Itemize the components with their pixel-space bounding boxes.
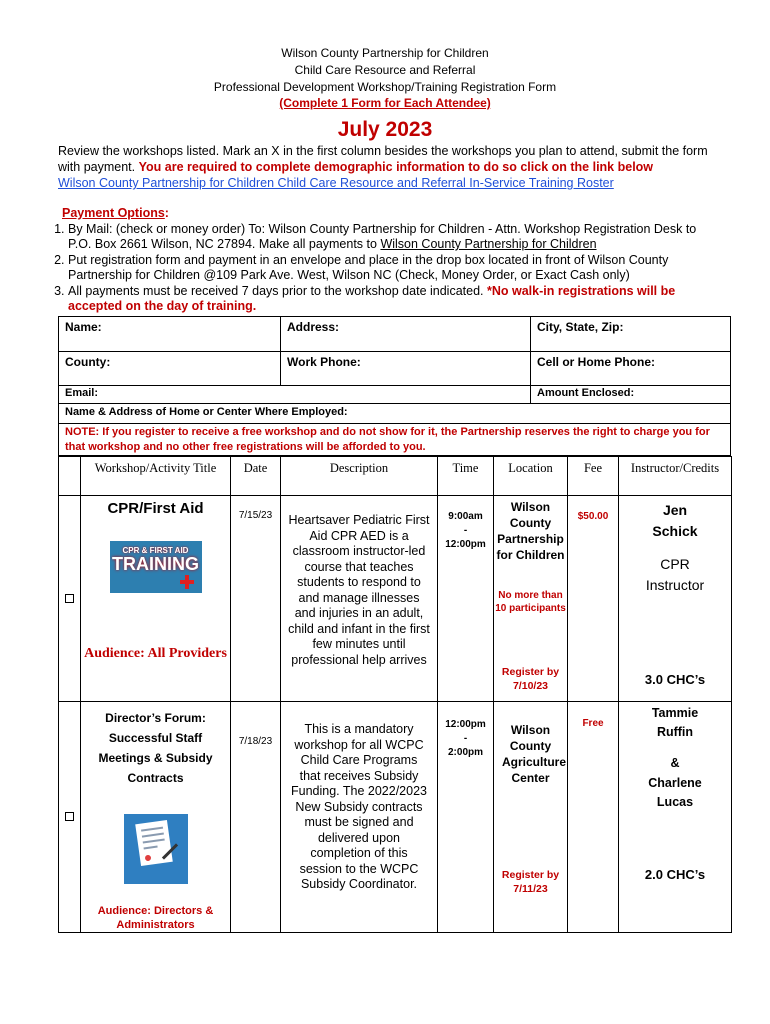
title-cell: [81, 496, 231, 702]
info-row-1: [58, 316, 731, 352]
attendee-note: (Complete 1 Form for Each Attendee): [279, 96, 491, 110]
ampersand: &: [670, 756, 680, 770]
contract-document-icon: [124, 814, 188, 884]
title-cell: [81, 702, 231, 933]
image-subtitle: CPR & FIRST AID: [122, 546, 189, 555]
time-dash: -: [463, 525, 468, 536]
instructor-cell: [619, 702, 732, 933]
payment-item-1-text: By Mail: (check or money order) To: Wilson County Partnership for Children - Attn. Workshop Registration Desk to P.O. Box 2661 Wilson, NC 27894. Make all payments to: [68, 221, 697, 251]
info-row-3: [58, 385, 731, 404]
header-line-4: [0, 95, 770, 111]
payment-item-3: [68, 284, 720, 315]
table-row: [59, 702, 732, 933]
payment-item-2: 2. Put registration form and payment in an envelope and place in the drop box located in front of Wilson County Partnership for Children @109 Park Ave. West, Wilson NC (Check, Money Order, or Exact Cash only): [68, 253, 720, 284]
description-cell: [281, 702, 438, 933]
select-checkbox[interactable]: [65, 594, 74, 603]
work-phone-label: Work Phone:: [287, 355, 361, 369]
instructor-name-2: Charlene Lucas: [648, 776, 702, 809]
cell-phone-label: Cell or Home Phone:: [537, 355, 656, 369]
payment-payee: Wilson County Partnership for Children: [380, 237, 597, 251]
address-field[interactable]: [281, 317, 531, 351]
select-cell[interactable]: [59, 496, 81, 702]
header-line-2: Child Care Resource and Referral: [294, 63, 476, 77]
title-header: Workshop/Activity Title: [81, 457, 231, 496]
time-start: 9:00am: [448, 511, 483, 522]
amount-field[interactable]: [531, 386, 730, 403]
description-header: Description: [281, 457, 438, 496]
info-row-2: [58, 351, 731, 386]
select-checkbox[interactable]: [65, 812, 74, 821]
payment-title-colon: :: [164, 206, 169, 220]
county-label: County:: [65, 355, 111, 369]
workshop-description: This is a mandatory workshop for all WCPC Child Care Programs that receives Subsidy Funding. The 2022/2023 New Subsidy contracts must be signed and delivered upon completion of this session to the WCPC Subsidy Coordinator.: [291, 722, 427, 891]
payment-title: Payment Options: [62, 206, 165, 220]
location-name: Wilson County Agriculture Center: [502, 723, 567, 785]
register-deadline: Register by 7/10/23: [501, 666, 560, 692]
audience-label: Audience: Directors & Administrators: [97, 905, 214, 931]
workshop-table: [58, 456, 732, 933]
city-field[interactable]: [531, 317, 730, 351]
register-deadline: Register by 7/11/23: [501, 869, 560, 895]
instructor-cell: [619, 496, 732, 702]
time-start: 12:00pm: [445, 719, 486, 730]
table-row: [59, 496, 732, 702]
cell-phone-field[interactable]: [531, 352, 730, 385]
workshop-title: CPR/First Aid: [107, 500, 204, 517]
date-header: Date: [231, 457, 281, 496]
workshop-description: Heartsaver Pediatric First Aid CPR AED is a classroom instructor-led course that teaches students to respond to and manage illnesses and injuries in an adult, child and infant in the first few minutes until professional help arrives: [288, 513, 430, 667]
intro-text: Review the workshops listed. Mark an X in the first column besides the workshops you plan to attend, submit the form with payment.: [58, 144, 708, 174]
time-header: Time: [438, 457, 494, 496]
intro-paragraph: [58, 143, 718, 191]
payment-item-1: [68, 222, 720, 253]
fee-cell: $50.00: [568, 496, 619, 702]
month-title: July 2023: [337, 118, 433, 141]
intro-required: You are required to complete demographic information to do so click on the link below: [138, 160, 654, 174]
payment-item-3-text: All payments must be received 7 days prior to the workshop date indicated.: [68, 283, 484, 298]
credit-hours: 2.0 CHC’s: [644, 867, 706, 882]
header-line-3: Professional Development Workshop/Training Registration Form: [213, 80, 557, 94]
header-line-1: Wilson County Partnership for Children: [281, 46, 489, 60]
date-cell: 7/18/23: [231, 702, 281, 933]
time-cell: [438, 702, 494, 933]
name-label: Name:: [65, 320, 102, 334]
select-cell[interactable]: [59, 702, 81, 933]
fee-cell: Free: [568, 702, 619, 933]
table-header-row: [59, 457, 732, 496]
location-cell: [494, 702, 568, 933]
instructor-header: Instructor/Credits: [619, 457, 732, 496]
time-dash: -: [463, 733, 468, 744]
workshop-title: Director’s Forum: Successful Staff Meetings & Subsidy Contracts: [98, 711, 213, 785]
amount-label: Amount Enclosed:: [537, 387, 635, 399]
email-field[interactable]: [59, 386, 531, 403]
location-header: Location: [494, 457, 568, 496]
employer-label: Name & Address of Home or Center Where Employed:: [65, 406, 348, 418]
red-cross-icon: [180, 575, 194, 589]
email-label: Email:: [65, 387, 99, 399]
time-end: 12:00pm: [445, 539, 486, 550]
training-image: [110, 541, 202, 593]
city-label: City, State, Zip:: [537, 320, 624, 334]
no-walkin-warning: *No walk-in registrations will be accepted on the day of training.: [68, 283, 676, 313]
fee-header: Fee: [568, 457, 619, 496]
no-show-note: NOTE: If you register to receive a free workshop and do not show for it, the Partnership reserves the right to charge you for that workshop and no other free registrations will be afforded to you.: [58, 423, 731, 456]
time-cell: [438, 496, 494, 702]
audience-label: Audience: All Providers: [84, 646, 227, 661]
image-title: TRAINING: [112, 554, 199, 574]
instructor-name: Jen Schick: [652, 502, 698, 539]
description-cell: [281, 496, 438, 702]
address-label: Address:: [287, 320, 340, 334]
location-cell: [494, 496, 568, 702]
date-cell: 7/15/23: [231, 496, 281, 702]
participant-limit: No more than 10 participants: [495, 590, 566, 614]
select-header: [59, 457, 81, 496]
work-phone-field[interactable]: [281, 352, 531, 385]
name-field[interactable]: [59, 317, 281, 351]
credit-hours: 3.0 CHC’s: [644, 672, 706, 687]
employer-field[interactable]: [59, 404, 730, 423]
info-row-4: [58, 403, 731, 424]
roster-link[interactable]: Wilson County Partnership for Children Child Care Resource and Referral In-Service Training Roster: [58, 176, 614, 190]
time-end: 2:00pm: [447, 747, 483, 758]
instructor-role: CPR Instructor: [645, 556, 705, 593]
payment-options: [20, 206, 720, 315]
location-name: Wilson County Partnership for Children: [496, 500, 565, 562]
county-field[interactable]: [59, 352, 281, 385]
instructor-name: Tammie Ruffin: [651, 706, 699, 739]
